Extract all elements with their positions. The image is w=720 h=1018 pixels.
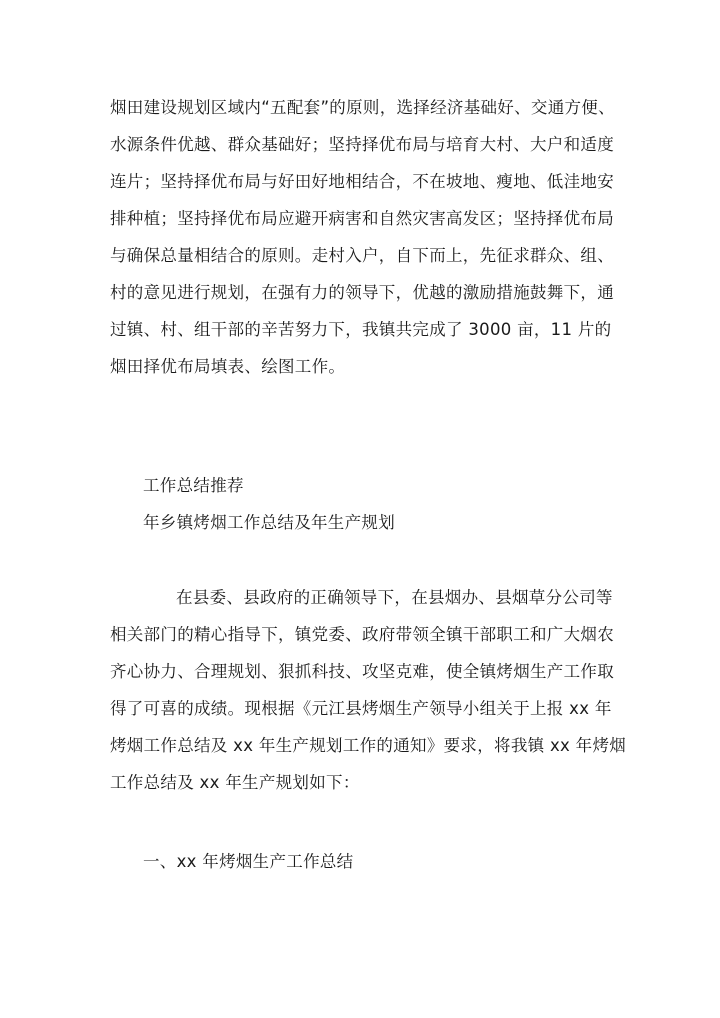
text-line: 烟田建设规划区域内“五配套”的原则，选择经济基础好、交通方便、	[110, 98, 615, 117]
section-heading: 一、xx 年烤烟生产工作总结	[143, 852, 354, 871]
recommend-heading: 工作总结推荐	[143, 476, 244, 495]
text-line: 水源条件优越、群众基础好；坚持择优布局与培育大村、大户和适度	[110, 135, 614, 154]
text-line: 排种植；坚持择优布局应避开病害和自然灾害高发区；坚持择优布局	[110, 209, 614, 228]
text-line: 烟田择优布局填表、绘图工作。	[110, 357, 346, 376]
text-line: 与确保总量相结合的原则。走村入户，自下而上，先征求群众、组、	[110, 246, 614, 265]
text-line: 过镇、村、组干部的辛苦努力下，我镇共完成了 3000 亩，11 片的	[110, 320, 612, 339]
text-line: 在县委、县政府的正确领导下，在县烟办、县烟草分公司等	[176, 588, 613, 607]
text-line: 得了可喜的成绩。现根据《元江县烤烟生产领导小组关于上报 xx 年	[110, 699, 612, 718]
text-line: 村的意见进行规划，在强有力的领导下，优越的激励措施鼓舞下，通	[110, 283, 614, 302]
text-line: 齐心协力、合理规划、狠抓科技、攻坚克难，使全镇烤烟生产工作取	[110, 662, 614, 681]
text-line: 工作总结及 xx 年生产规划如下：	[110, 773, 360, 792]
text-line: 烤烟工作总结及 xx 年生产规划工作的通知》要求，将我镇 xx 年烤烟	[110, 736, 627, 755]
document-title: 年乡镇烤烟工作总结及年生产规划	[143, 513, 395, 532]
text-line: 相关部门的精心指导下，镇党委、政府带领全镇干部职工和广大烟农	[110, 625, 614, 644]
text-line: 连片；坚持择优布局与好田好地相结合，不在坡地、瘦地、低洼地安	[110, 172, 614, 191]
